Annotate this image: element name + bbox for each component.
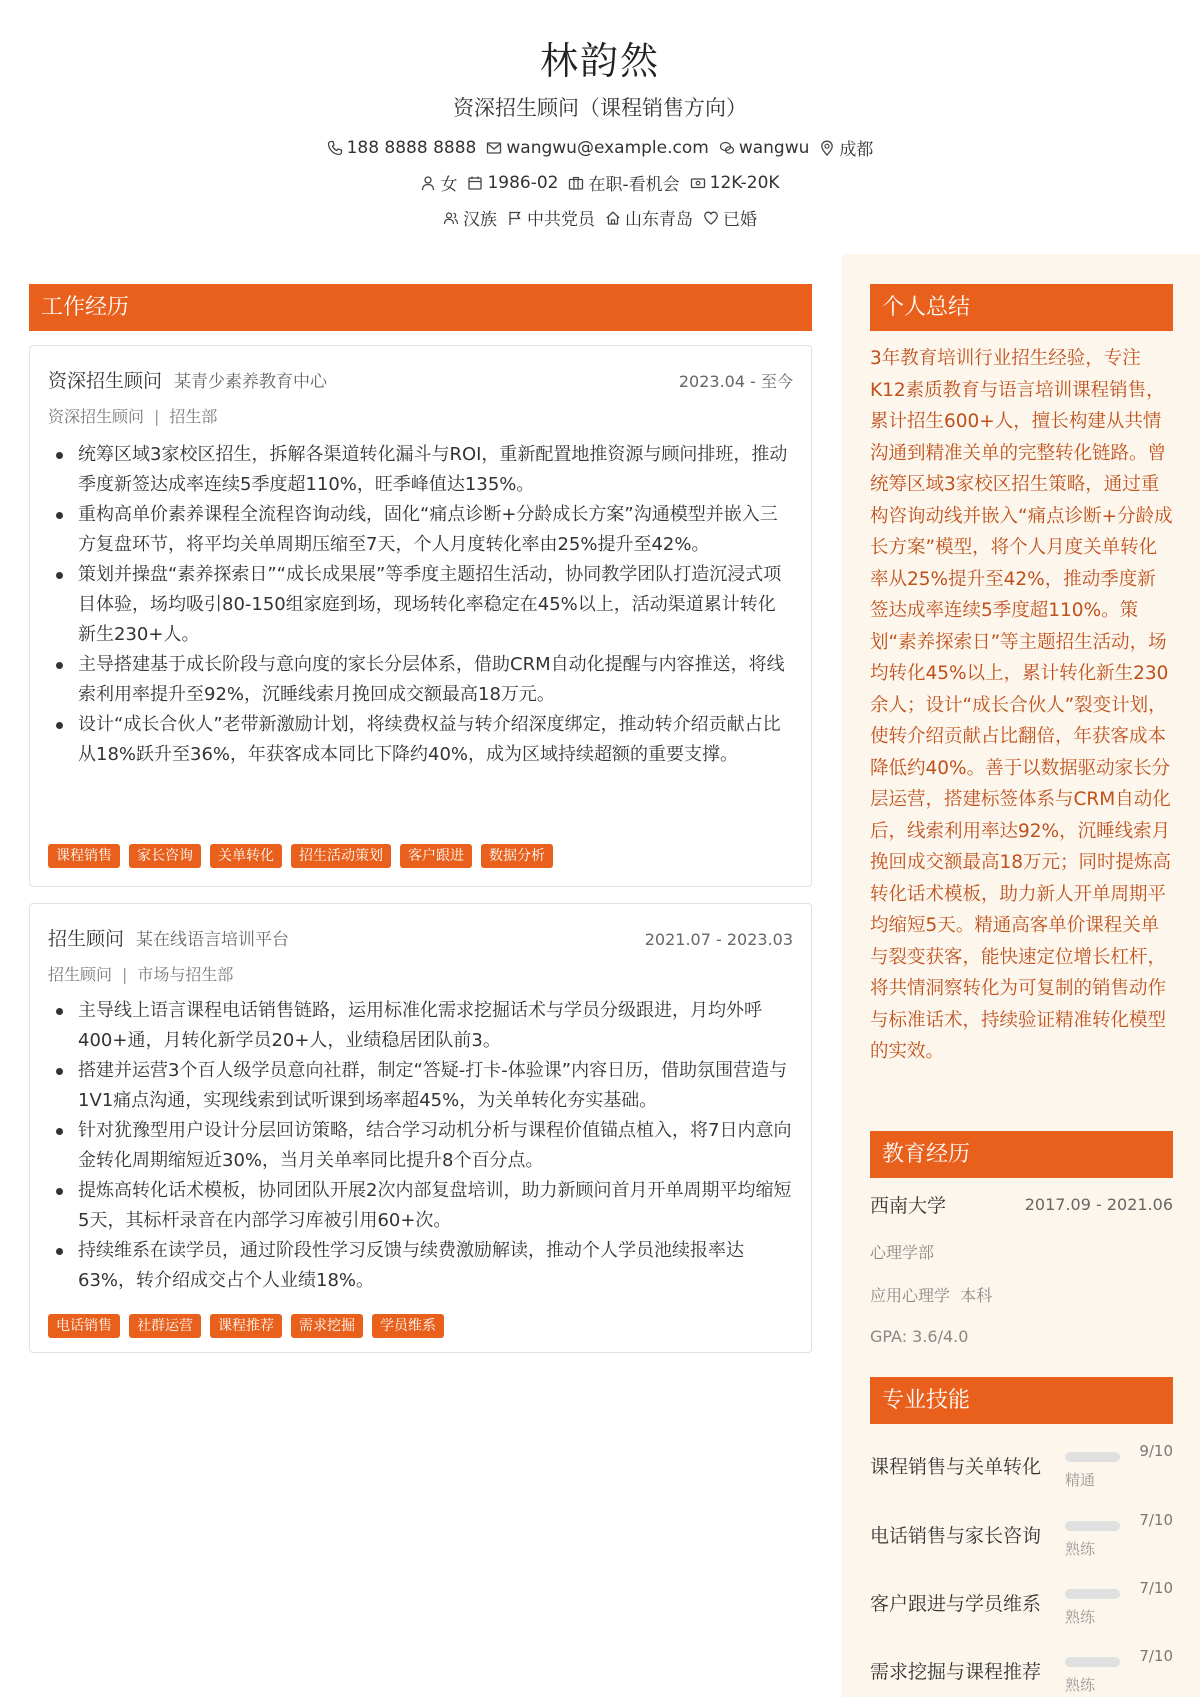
skill-score: 9/10 [1139,1442,1173,1460]
skill-score: 7/10 [1139,1579,1173,1597]
job-date: 2023.04 - 至今 [678,372,793,391]
home-icon [605,210,621,226]
job-position: 招生顾问 [48,928,125,950]
job-header [48,924,793,954]
briefcase-icon [568,175,584,191]
flag-icon [507,210,523,226]
college-name: 心理学部 [870,1243,935,1262]
major-name: 应用心理学 [870,1286,951,1305]
marital-text: 已婚 [723,210,757,230]
job-subtitle [48,962,233,985]
skill-item [870,1511,1173,1561]
skills-heading: 专业技能 [870,1377,1173,1424]
person-icon [420,175,436,191]
job-position: 资深招生顾问 [48,370,163,392]
bullet-item: 重构高单价素养课程全流程咨询动线，固化“痛点诊断+分龄成长方案”沟通模型并嵌入三方复盘环节，将平均关单周期压缩至7天，个人月度转化率由25%提升至42%。 [48,500,793,560]
job-header [48,366,793,396]
profile-row [0,170,1200,195]
job-dept: 招生部 [169,407,218,426]
education-heading: 教育经历 [870,1131,1173,1178]
phone-text: 188 8888 8888 [346,137,477,158]
skill-item [870,1579,1173,1629]
job-date: 2021.07 - 2023.03 [644,930,793,949]
school-name: 西南大学 [870,1195,947,1217]
skill-name: 电话销售与家长咨询 [870,1525,1042,1547]
skill-tag: 招生活动策划 [291,844,391,868]
group-icon [443,210,459,226]
skill-tag: 课程销售 [48,844,120,868]
salary-info [690,170,780,195]
skill-tag: 电话销售 [48,1314,120,1338]
wechat-text: wangwu [738,137,810,158]
wechat-info [719,135,810,160]
gender-info [420,170,457,195]
job-company: 某在线语言培训平台 [136,930,290,950]
job-dept: 市场与招生部 [137,965,234,984]
city-text: 成都 [839,140,874,160]
heart-icon [703,210,719,226]
work-heading: 工作经历 [29,284,812,331]
bullet-item: 策划并操盘“素养探索日”“成长成果展”等季度主题招生活动，协同教学团队打造沉浸式项目体验，场均吸引80-150组家庭到场，现场转化率稳定在45%以上，活动渠道累计转化新生230+人。 [48,560,793,650]
job-card [29,345,812,887]
skill-item [870,1647,1173,1697]
major-degree [870,1283,992,1306]
work-section [29,284,812,331]
hometown-info [605,205,693,230]
skill-tag: 社群运营 [129,1314,201,1338]
city-info [819,135,873,160]
skill-tag: 需求挖掘 [291,1314,363,1338]
birth-info [467,170,558,195]
skill-progress-bar [1065,1452,1120,1462]
phone-icon [327,140,343,156]
party-info [507,205,595,230]
skill-name: 需求挖掘与课程推荐 [870,1661,1042,1683]
skill-tag: 课程推荐 [210,1314,282,1338]
email-text: wangwu@example.com [506,137,709,158]
candidate-title: 资深招生顾问（课程销售方向） [453,96,747,120]
bullet-item: 搭建并运营3个百人级学员意向社群，制定“答疑-打卡-体验课”内容日历，借助氛围营造与1V1痛点沟通，实现线索到试听课到场率超45%，为关单转化夯实基础。 [48,1056,793,1116]
skill-tag: 客户跟进 [400,844,472,868]
skill-level: 精通 [1065,1471,1096,1489]
degree-name: 本科 [960,1286,993,1305]
location-icon [819,140,835,156]
money-icon [690,175,706,191]
phone-info [327,135,477,160]
birth-text: 1986-02 [487,172,559,193]
skill-progress-bar [1065,1589,1120,1599]
job-tags [48,844,553,868]
summary-text: 3年教育培训行业招生经验，专注K12素质教育与语言培训课程销售，累计招生600+人，擅长构建从共情沟通到精准关单的完整转化链路。曾统筹区域3家校区招生策略，通过重构咨询动线并嵌入“痛点诊断+分龄成长方案”模型，将个人月度关单转化率从25%提升至42%，推动季度新签达成率连续5季度超110%。策划“素养探索日”等主题招生活动，场均转化45%以上，累计转化新生230余人；设计“成长合伙人”裂变计划，使转介绍贡献占比翻倍，年获客成本降低约40%。善于以数据驱动家长分层运营，搭建标签体系与CRM自动化后，线索利用率达92%，沉睡线索月挽回成交额最高18万元；同时提炼高转化话术模板，助力新人开单周期平均缩短5天。精通高客单价课程关单与裂变获客，能快速定位增长杠杆，将共情洞察转化为可复制的销售动作与标准话术，持续验证精准转化模型的实效。 [870,348,1173,1062]
mail-icon [486,140,502,156]
job-role: 资深招生顾问 [48,407,145,426]
job-bullets [48,996,793,1296]
ethnicity-info [443,205,497,230]
party-text: 中共党员 [527,210,595,230]
job-company: 某青少素养教育中心 [174,372,328,392]
bullet-item: 提炼高转化话术模板，协同团队开展2次内部复盘培训，助力新顾问首月开单周期平均缩短5天，其标杆录音在内部学习库被引用60+次。 [48,1176,793,1236]
contact-row [0,135,1200,160]
skill-level: 熟练 [1065,1608,1096,1626]
education-date: 2017.09 - 2021.06 [1024,1195,1173,1214]
skill-tag: 学员维系 [372,1314,444,1338]
marital-info [703,205,757,230]
skill-name: 课程销售与关单转化 [870,1456,1042,1478]
status-text: 在职-看机会 [588,175,680,195]
skill-name: 客户跟进与学员维系 [870,1593,1042,1615]
email-info [486,135,708,160]
ethnicity-text: 汉族 [463,210,497,230]
hometown-text: 山东青岛 [625,210,693,230]
skill-tag: 家长咨询 [129,844,201,868]
bullet-item: 主导线上语言课程电话销售链路，运用标准化需求挖掘话术与学员分级跟进，月均外呼400+通，月转化新学员20+人，业绩稳居团队前3。 [48,996,793,1056]
job-role: 招生顾问 [48,965,113,984]
skill-progress-bar [1065,1657,1120,1667]
bullet-item: 统筹区域3家校区招生，拆解各渠道转化漏斗与ROI，重新配置地推资源与顾问排班，推动季度新签达成率连续5季度超110%，旺季峰值达135%。 [48,440,793,500]
skill-level: 熟练 [1065,1540,1096,1558]
candidate-name: 林韵然 [539,39,660,83]
salary-text: 12K-20K [709,172,780,193]
wechat-icon [719,140,735,156]
bullet-item: 主导搭建基于成长阶段与意向度的家长分层体系，借助CRM自动化提醒与内容推送，将线索利用率提升至92%，沉睡线索月挽回成交额最高18万元。 [48,650,793,710]
bullet-item: 设计“成长合伙人”老带新激励计划，将续费权益与转介绍深度绑定，推动转介绍贡献占比从18%跃升至36%，年获客成本同比下降约40%，成为区域持续超额的重要支撑。 [48,710,793,770]
skill-progress-bar [1065,1521,1120,1531]
separator: | [122,965,128,984]
personal-row [0,205,1200,230]
summary-heading: 个人总结 [870,284,1173,331]
status-info [568,170,679,195]
skill-score: 7/10 [1139,1511,1173,1529]
gpa-text: GPA: 3.6/4.0 [870,1327,969,1346]
job-card [29,903,812,1353]
bullet-item: 持续维系在读学员，通过阶段性学习反馈与续费激励解读，推动个人学员池续报率达63%，转介绍成交占个人业绩18%。 [48,1236,793,1296]
job-tags [48,1314,444,1338]
job-subtitle [48,404,217,427]
job-bullets [48,440,793,770]
gender-text: 女 [440,175,458,195]
separator: | [154,407,160,426]
skill-item [870,1442,1173,1492]
bullet-item: 针对犹豫型用户设计分层回访策略，结合学习动机分析与课程价值锚点植入，将7日内意向金转化周期缩短近30%，当月关单率同比提升8个百分点。 [48,1116,793,1176]
skill-tag: 关单转化 [210,844,282,868]
skill-score: 7/10 [1139,1647,1173,1665]
calendar-icon [467,175,483,191]
skill-tag: 数据分析 [481,844,553,868]
skill-level: 熟练 [1065,1676,1096,1694]
